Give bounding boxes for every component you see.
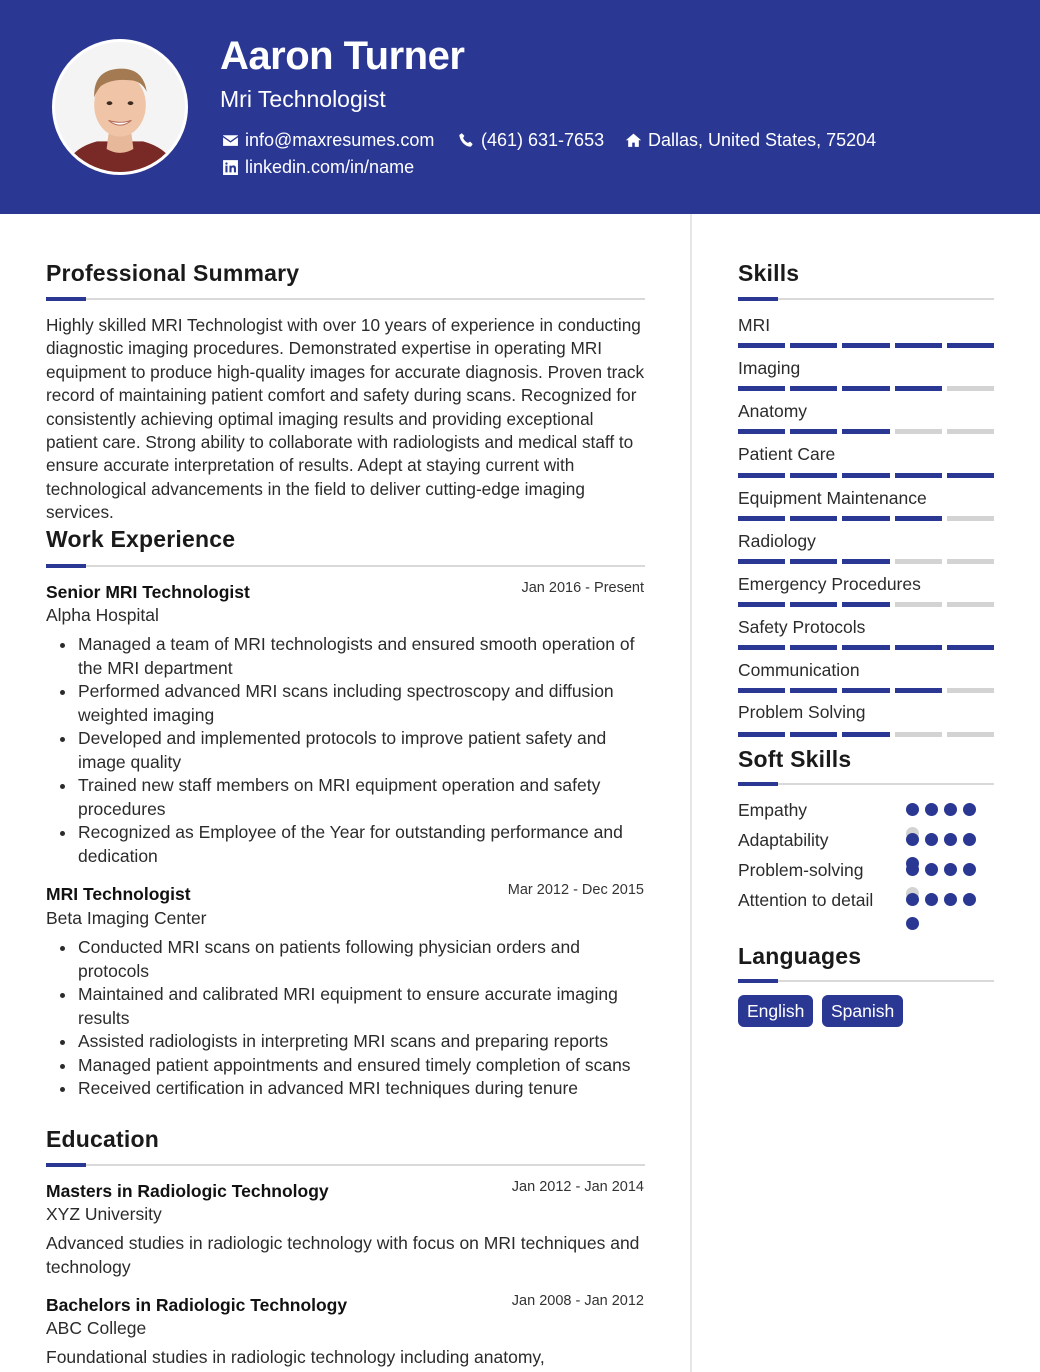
location-text: Dallas, United States, 75204: [648, 130, 877, 150]
skill-level-segment: [842, 516, 889, 521]
soft-skill-name: Problem-solving: [738, 860, 864, 880]
skill-level-segment: [738, 429, 785, 434]
skill-level-segment: [895, 602, 942, 607]
skill-name: Radiology: [738, 531, 816, 551]
section-rule: [738, 980, 994, 982]
job-bullets: [46, 633, 646, 868]
skill-level-segment: [738, 559, 785, 564]
profile-photo: [52, 39, 188, 175]
list-item: Recognized as Employee of the Year for outstanding performance and dedication: [46, 821, 646, 868]
resume-header: [0, 0, 1040, 214]
degree-date: Jan 2012 - Jan 2014: [511, 1179, 644, 1195]
languages-heading: Languages: [738, 943, 862, 969]
skill-level-segment: [895, 516, 942, 521]
skill-level-segment: [842, 386, 889, 391]
section-rule: [46, 1164, 645, 1166]
skill-level-segment: [842, 645, 889, 650]
soft-skill-rating: [906, 893, 976, 906]
skill-level-bar: [738, 516, 994, 521]
rating-dot: [944, 803, 957, 816]
skill-name: Patient Care: [738, 444, 836, 464]
section-rule: [738, 298, 994, 300]
skill-level-segment: [842, 429, 889, 434]
skill-level-segment: [790, 516, 837, 521]
list-item: Conducted MRI scans on patients following physician orders and protocols: [46, 936, 646, 983]
skill-level-segment: [790, 645, 837, 650]
skill-level-segment: [947, 732, 994, 737]
job-date: Mar 2012 - Dec 2015: [507, 882, 644, 898]
skill-level-segment: [842, 602, 889, 607]
linkedin-text: linkedin.com/in/name: [245, 157, 415, 177]
job-org: Alpha Hospital: [46, 605, 159, 625]
job-bullets: [46, 936, 646, 1101]
section-rule: [738, 783, 994, 785]
list-item: Performed advanced MRI scans including spectroscopy and diffusion weighted imaging: [46, 680, 646, 727]
skill-name: Problem Solving: [738, 702, 866, 722]
skill-level-bar: [738, 473, 994, 478]
list-item: Managed a team of MRI technologists and ensured smooth operation of the MRI department: [46, 633, 646, 680]
degree-description: Foundational studies in radiologic technology including anatomy,: [46, 1347, 545, 1367]
skill-level-segment: [790, 386, 837, 391]
soft-skill-rating: [906, 833, 976, 846]
skill-name: Communication: [738, 660, 860, 680]
skill-level-bar: [738, 559, 994, 564]
language-badge: Spanish: [822, 995, 903, 1027]
skill-level-segment: [947, 473, 994, 478]
skill-level-segment: [842, 688, 889, 693]
skill-name: Emergency Procedures: [738, 574, 921, 594]
rating-dot: [925, 803, 938, 816]
skill-level-bar: [738, 602, 994, 607]
phone-text: (461) 631-7653: [481, 130, 605, 150]
skill-level-segment: [790, 559, 837, 564]
skill-name: Safety Protocols: [738, 617, 866, 637]
rating-dot: [925, 893, 938, 906]
section-rule: [46, 565, 645, 567]
job-title: MRI Technologist: [46, 884, 191, 904]
contact-email[interactable]: [221, 130, 434, 151]
list-item: Received certification in advanced MRI techniques during tenure: [46, 1077, 646, 1101]
rating-dot: [925, 833, 938, 846]
summary-heading: Professional Summary: [46, 260, 300, 286]
skill-level-segment: [947, 343, 994, 348]
skill-level-segment: [738, 732, 785, 737]
skill-level-segment: [738, 473, 785, 478]
skill-level-bar: [738, 343, 994, 348]
school-name: XYZ University: [46, 1204, 162, 1224]
skill-level-bar: [738, 645, 994, 650]
rating-dot: [944, 833, 957, 846]
email-text: info@maxresumes.com: [245, 130, 435, 150]
list-item: Developed and implemented protocols to improve patient safety and image quality: [46, 727, 646, 774]
job-date: Jan 2016 - Present: [521, 580, 644, 596]
skill-level-segment: [895, 688, 942, 693]
skill-level-segment: [738, 688, 785, 693]
rating-dot: [906, 803, 919, 816]
skill-level-segment: [895, 645, 942, 650]
rating-dot: [925, 863, 938, 876]
skill-level-segment: [947, 386, 994, 391]
skill-level-segment: [738, 602, 785, 607]
skill-level-segment: [947, 559, 994, 564]
language-badge: English: [738, 995, 813, 1027]
skill-level-segment: [842, 559, 889, 564]
skill-level-segment: [738, 645, 785, 650]
job-title: Senior MRI Technologist: [46, 582, 250, 602]
list-item: Maintained and calibrated MRI equipment to ensure accurate imaging results: [46, 983, 646, 1030]
candidate-title: Mri Technologist: [220, 86, 386, 112]
skill-level-bar: [738, 429, 994, 434]
list-item: Trained new staff members on MRI equipment operation and safety procedures: [46, 774, 646, 821]
envelope-icon: [221, 132, 239, 150]
job-org: Beta Imaging Center: [46, 908, 207, 928]
skill-level-bar: [738, 732, 994, 737]
skill-name: Anatomy: [738, 401, 808, 421]
soft-skills-heading: Soft Skills: [738, 746, 852, 772]
skill-level-segment: [895, 386, 942, 391]
education-heading: Education: [46, 1126, 159, 1152]
contact-phone[interactable]: [457, 130, 604, 151]
degree-title: Bachelors in Radiologic Technology: [46, 1295, 348, 1315]
skill-level-bar: [738, 688, 994, 693]
candidate-name: Aaron Turner: [220, 34, 465, 78]
list-item: Assisted radiologists in interpreting MRI scans and preparing reports: [46, 1030, 646, 1054]
skills-heading: Skills: [738, 260, 800, 286]
skill-level-segment: [790, 688, 837, 693]
phone-icon: [457, 132, 475, 150]
rating-dot: [963, 803, 976, 816]
skill-level-bar: [738, 386, 994, 391]
linkedin-icon: [221, 159, 239, 177]
person-portrait-icon: [55, 42, 185, 172]
skill-level-segment: [895, 343, 942, 348]
soft-skill-rating: [906, 803, 976, 816]
degree-title: Masters in Radiologic Technology: [46, 1181, 329, 1201]
skill-name: Equipment Maintenance: [738, 488, 927, 508]
skill-level-segment: [895, 473, 942, 478]
skill-level-segment: [790, 343, 837, 348]
skill-level-segment: [895, 732, 942, 737]
skill-level-segment: [947, 602, 994, 607]
rating-dot: [906, 893, 919, 906]
rating-dot: [963, 833, 976, 846]
skill-level-segment: [738, 516, 785, 521]
home-icon: [624, 132, 642, 150]
skill-level-segment: [947, 429, 994, 434]
degree-description: Advanced studies in radiologic technology with focus on MRI techniques and technology: [46, 1233, 640, 1277]
rating-dot: [906, 917, 919, 930]
skill-level-segment: [947, 516, 994, 521]
skill-level-segment: [790, 732, 837, 737]
rating-dot: [944, 893, 957, 906]
skill-level-segment: [947, 645, 994, 650]
rating-dot: [906, 863, 919, 876]
soft-skill-name: Attention to detail: [738, 890, 874, 910]
skill-level-segment: [842, 473, 889, 478]
soft-skill-name: Adaptability: [738, 830, 829, 850]
experience-heading: Work Experience: [46, 526, 236, 552]
rating-dot: [906, 833, 919, 846]
school-name: ABC College: [46, 1318, 147, 1338]
degree-date: Jan 2008 - Jan 2012: [511, 1293, 644, 1309]
skill-name: Imaging: [738, 358, 801, 378]
skill-level-segment: [790, 602, 837, 607]
rating-dot: [963, 893, 976, 906]
rating-dot: [944, 863, 957, 876]
skill-level-segment: [790, 429, 837, 434]
skill-level-segment: [790, 473, 837, 478]
section-rule: [46, 298, 645, 300]
contact-linkedin[interactable]: [221, 157, 414, 178]
skill-level-segment: [842, 732, 889, 737]
list-item: Managed patient appointments and ensured timely completion of scans: [46, 1054, 646, 1078]
skill-level-segment: [738, 386, 785, 391]
skill-name: MRI: [738, 315, 771, 335]
soft-skill-rating: [906, 863, 976, 876]
column-divider: [690, 214, 692, 1372]
skill-level-segment: [895, 429, 942, 434]
rating-dot: [963, 863, 976, 876]
skill-level-segment: [895, 559, 942, 564]
skill-level-segment: [842, 343, 889, 348]
skill-level-segment: [947, 688, 994, 693]
contact-location: [624, 130, 876, 151]
summary-text: Highly skilled MRI Technologist with over 10 years of experience in conducting diagnostic imaging procedures. Demonstrated expertise in operating MRI equipment to produce high-quality images for accurate diagnosis. Proven track record of maintaining patient comfort and safety during scans. Recognized for consistently achieving optimal imaging results and providing exceptional patient care. Strong ability to collaborate with radiologists and medical staff to ensure accurate interpretation of results. Adept at staying current with technological advancements in the field to deliver cutting-edge imaging services.: [46, 315, 645, 523]
soft-skill-name: Empathy: [738, 800, 808, 820]
skill-level-segment: [738, 343, 785, 348]
